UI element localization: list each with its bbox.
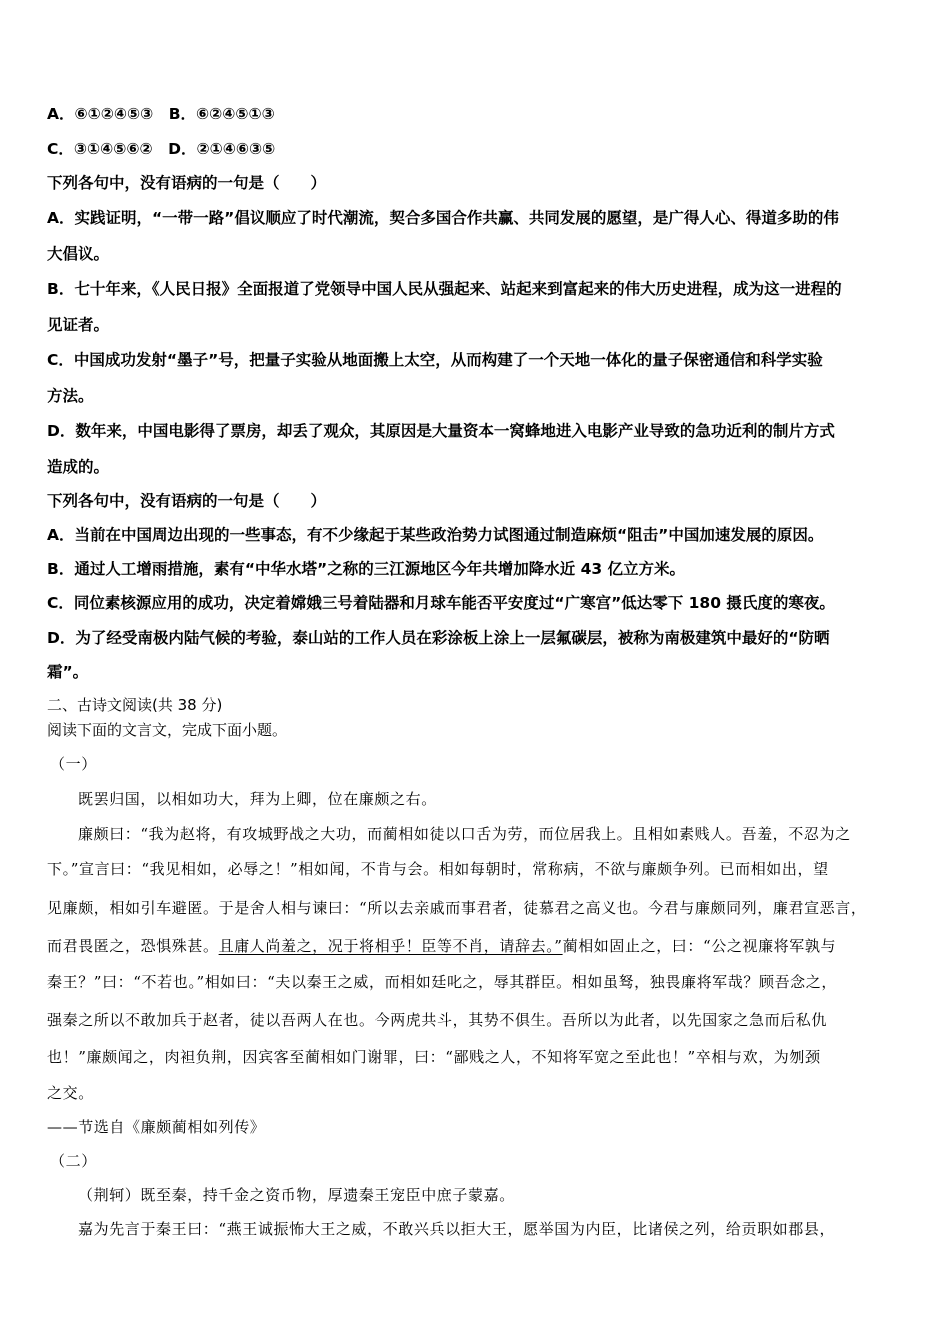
q3-stem: 下列各句中，没有语病的一句是（ ） xyxy=(47,492,327,510)
q2-option-a-cont: 大倡议。 xyxy=(47,245,110,263)
q3-option-d-cont: 霜”。 xyxy=(47,663,89,681)
passage1-line-with-underline xyxy=(47,935,836,956)
section-instruction: 阅读下面的文言文，完成下面小题。 xyxy=(47,721,288,739)
passage1-line: 见廉颇，相如引车避匿。于是舍人相与谏曰：“所以去亲戚而事君者，徒慕君之高义也。今君与廉颇同列，廉君宣恶言， xyxy=(47,899,867,917)
passage1-line: 廉颇曰：“我为赵将，有攻城野战之大功，而蔺相如徒以口舌为劳，而位居我上。且相如素贱人。吾羞，不忍为之 xyxy=(78,825,851,843)
passage1-line: 秦王？”曰：“不若也。”相如曰：“夫以秦王之威，而相如廷叱之，辱其群臣。相如虽驽，独畏廉将军哉？顾吾念之， xyxy=(47,973,837,991)
passage1-text: 而君畏匿之，恐惧殊甚。 xyxy=(47,937,219,955)
underlined-sentence: 且庸人尚羞之，况于将相乎！臣等不肖，请辞去。” xyxy=(218,937,563,955)
passage2-label: （二） xyxy=(50,1152,97,1170)
passage2-line: 嘉为先言于秦王曰：“燕王诚振怖大王之威，不敢兴兵以拒大王，愿举国为内臣，比诸侯之列，给贡职如郡县， xyxy=(78,1220,836,1238)
q3-option-a: A．当前在中国周边出现的一些事态，有不少缘起于某些政治势力试图通过制造麻烦“阻击”中国加速发展的原因。 xyxy=(47,526,824,544)
passage1-text: 蔺相如固止之，曰：“公之视廉将军孰与 xyxy=(562,937,837,955)
passage1-line: 之交。 xyxy=(47,1084,94,1102)
q2-option-b: B．七十年来，《人民日报》全面报道了党领导中国人民从强起来、站起来到富起来的伟大历史进程，成为这一进程的 xyxy=(47,280,842,298)
passage1-line: 既罢归国，以相如功大，拜为上卿，位在廉颇之右。 xyxy=(78,790,437,808)
q2-option-c-cont: 方法。 xyxy=(47,387,94,405)
q2-option-d: D．数年来，中国电影得了票房，却丢了观众，其原因是大量资本一窝蜂地进入电影产业导致的急功近利的制片方式 xyxy=(47,422,835,440)
passage1-line: 也！”廉颇闻之，肉袒负荆，因宾客至蔺相如门谢罪，曰：“鄙贱之人，不知将军宽之至此也！”卒相与欢，为刎颈 xyxy=(47,1048,821,1066)
q2-option-d-cont: 造成的。 xyxy=(47,458,110,476)
passage1-label: （一） xyxy=(50,755,97,773)
q2-option-c: C．中国成功发射“墨子”号，把量子实验从地面搬上太空，从而构建了一个天地一体化的量子保密通信和科学实验 xyxy=(47,351,823,369)
q2-option-a: A．实践证明，“一带一路”倡议顺应了时代潮流，契合多国合作共赢、共同发展的愿望，是广得人心、得道多助的伟 xyxy=(47,209,839,227)
passage1-line: 下。”宣言曰：“我见相如，必辱之！”相如闻，不肯与会。相如每朝时，常称病，不欲与廉颇争列。已而相如出，望 xyxy=(47,860,829,878)
q1-options-ab: A．⑥①②④⑤③ B．⑥②④⑤①③ xyxy=(47,105,275,123)
passage1-line: 强秦之所以不敢加兵于赵者，徒以吾两人在也。今两虎共斗，其势不俱生。吾所以为此者，以先国家之急而后私仇 xyxy=(47,1011,828,1029)
q3-option-d: D．为了经受南极内陆气候的考验，泰山站的工作人员在彩涂板上涂上一层氟碳层，被称为南极建筑中最好的“防晒 xyxy=(47,629,830,647)
q3-option-b: B．通过人工增雨措施，素有“中华水塔”之称的三江源地区今年共增加降水近 43 亿立方米。 xyxy=(47,560,686,578)
section-heading: 二、古诗文阅读(共 38 分) xyxy=(47,696,223,714)
q2-option-b-cont: 见证者。 xyxy=(47,316,110,334)
passage2-line: （荆轲）既至秦，持千金之资币物，厚遗秦王宠臣中庶子蒙嘉。 xyxy=(78,1186,515,1204)
q3-option-c: C．同位素核源应用的成功，决定着嫦娥三号着陆器和月球车能否平安度过“广寒宫”低达零下 180 摄氏度的寒夜。 xyxy=(47,594,835,612)
q1-options-cd: C．③①④⑤⑥② D．②①④⑥③⑤ xyxy=(47,140,276,158)
passage1-source: ——节选自《廉颇蔺相如列传》 xyxy=(47,1118,266,1136)
q2-stem: 下列各句中，没有语病的一句是（ ） xyxy=(47,174,327,192)
